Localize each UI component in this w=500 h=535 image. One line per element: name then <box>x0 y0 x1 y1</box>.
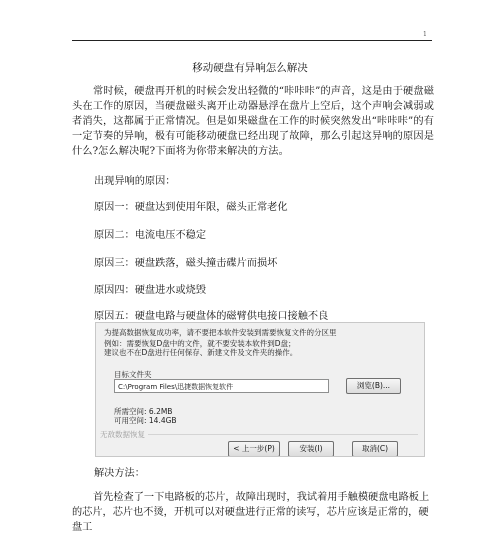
installer-note <box>104 339 297 357</box>
cause-item: 原因四：硬盘进水或烧毁 <box>94 285 207 296</box>
cause-item: 原因三：硬盘跌落，磁头撞击碟片而损坏 <box>94 258 278 269</box>
installer-warning: 为提高数据恢复成功率，请不要把本软件安装到需要恢复文件的分区里 <box>104 328 337 337</box>
space-required: 所需空间: 6.2MB <box>114 407 173 416</box>
solution-paragraph: 首先检查了一下电路板的芯片，故障出现时，我试着用手触模硬盘电路板上的芯片，芯片也不烫，开机可以对硬盘进行正常的读写，芯片应该是正常的，硬盘工 <box>72 492 430 533</box>
back-button[interactable]: < 上一步(P) <box>228 441 280 457</box>
installer-note-line: 建议也不在D盘进行任何保存、新建文件及文件夹的操作。 <box>104 348 298 357</box>
space-available: 可用空间: 14.4GB <box>114 416 177 425</box>
target-folder-label: 目标文件夹 <box>114 370 152 379</box>
causes-heading: 出现异响的原因： <box>94 176 176 187</box>
brand-label: 无敌数据恢复 <box>100 430 145 439</box>
cause-item: 原因五：硬盘电路与硬盘体的磁臂供电接口接触不良 <box>94 311 329 322</box>
target-folder-input[interactable]: C:\Program Files\迅捷数据恢复软件 <box>114 379 329 393</box>
page-number: 1 <box>423 31 427 38</box>
space-info <box>114 407 177 425</box>
cancel-button[interactable]: 取消(C) <box>352 441 398 457</box>
install-button[interactable]: 安装(I) <box>288 441 334 457</box>
installer-note-line: 例如：需要恢复D盘中的文件，就不要安装本软件到D盘； <box>104 339 296 348</box>
cause-item: 原因一：硬盘达到使用年限，磁头正常老化 <box>94 202 288 213</box>
browse-button[interactable]: 浏览(B)... <box>346 378 401 394</box>
document-title: 移动硬盘有异响怎么解决 <box>192 62 308 74</box>
solution-heading: 解决方法： <box>94 468 145 479</box>
header-rule <box>72 40 432 41</box>
brand-divider <box>148 434 418 435</box>
cause-item: 原因二：电流电压不稳定 <box>94 230 207 241</box>
installer-screenshot <box>95 322 425 457</box>
intro-paragraph: 常时候，硬盘再开机的时候会发出轻微的“咔咔咔”的声音，这是由于硬盘磁头在工作的原因，当硬盘磁头离开止动器悬浮在盘片上空后，这个声响会减弱或者消失，这都属于正常情况。但是如果磁盘在工作的时候突然发出“咔咔咔”的有一定节奏的异响，极有可能移动硬盘已经出现了故障，那么引起这异响的原因是什么?怎么解决呢?下面将为你带来解决的方法。 <box>72 86 434 157</box>
